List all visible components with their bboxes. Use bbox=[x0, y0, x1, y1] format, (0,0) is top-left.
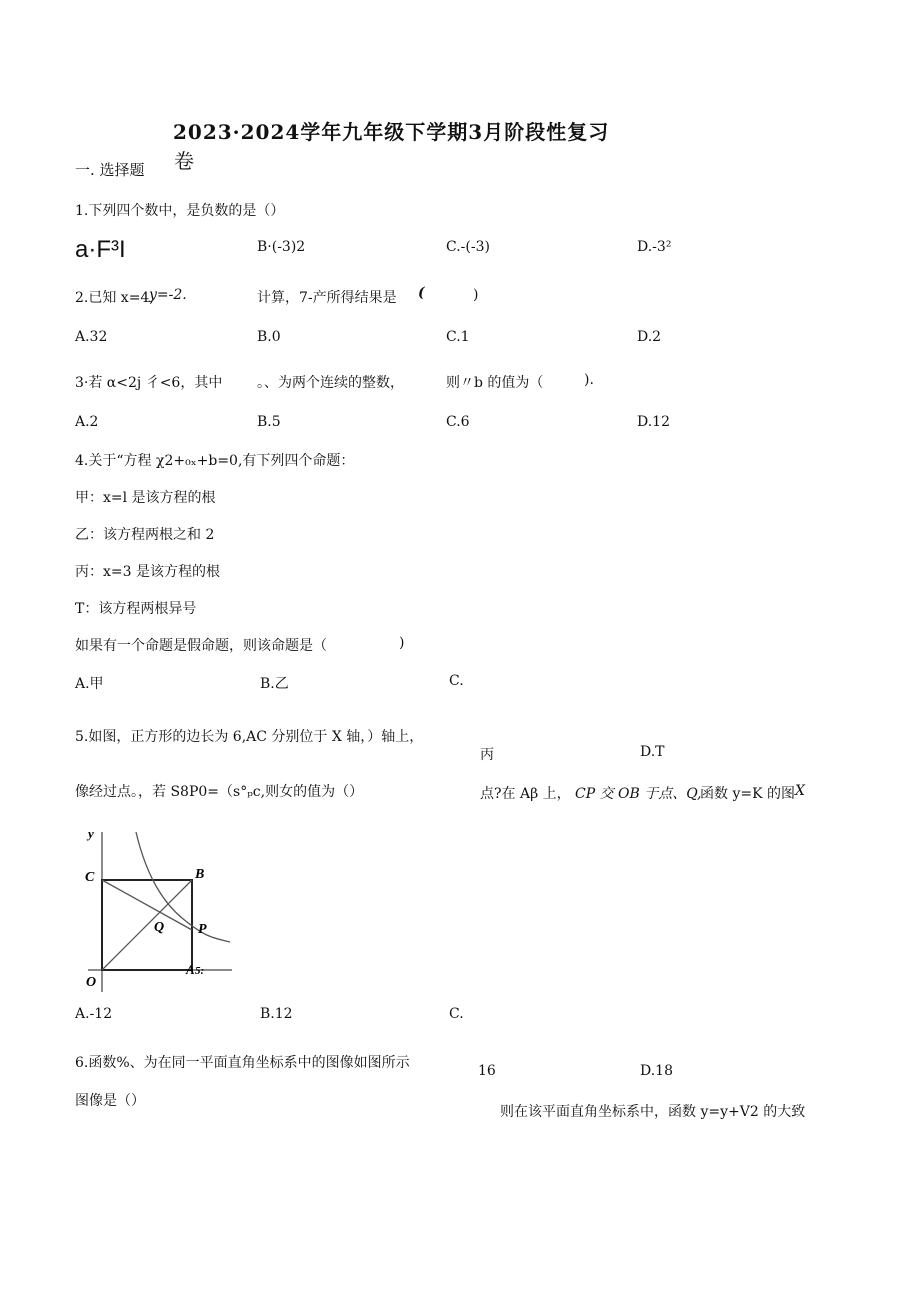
question-5-stem-line1: 5.如图，正方形的边长为 6,AC 分别位于 X 轴，）轴上， bbox=[75, 729, 424, 745]
label-b: B bbox=[195, 867, 205, 882]
label-y: y bbox=[88, 826, 94, 841]
line-cp bbox=[102, 880, 192, 930]
question-4-proposition-bing: 丙：x=3 是该方程的根 bbox=[75, 564, 220, 580]
question-4-stem: 4.关于“方程 χ2+₀ₓ+b=0,有下列四个命题： bbox=[75, 453, 355, 469]
question-5-stem-line2-left: 像经过点。，若 S8P0=（s°ₚc,则女的值为（） bbox=[75, 784, 364, 800]
question-4-proposition-yi: 乙：该方程两根之和 2 bbox=[75, 527, 215, 543]
page-title: 2023·2024学年九年级下学期3月阶段性复习 bbox=[173, 120, 610, 144]
question-5-stem-line2-right-d: X bbox=[795, 783, 805, 799]
question-1-option-a: a·F³I bbox=[75, 236, 126, 263]
question-3-option-a: A.2 bbox=[75, 414, 99, 430]
question-6-stem-line3: 图像是（） bbox=[75, 1093, 145, 1109]
question-3-option-c: C.6 bbox=[446, 414, 470, 430]
question-4-option-d: D.T bbox=[640, 744, 665, 760]
label-q: Q bbox=[154, 920, 165, 935]
question-3-option-d: D.12 bbox=[637, 414, 670, 430]
question-6-stem-line2: 则在该平面直角坐标系中，函数 y=y+V2 的大致 bbox=[500, 1104, 806, 1120]
question-5-option-c-continued: 16 bbox=[478, 1063, 496, 1079]
question-1-option-c: C.-(-3) bbox=[446, 239, 490, 255]
question-4-option-a: A.甲 bbox=[75, 676, 104, 692]
question-4-ask: 如果有一个命题是假命题，则该命题是（ bbox=[75, 638, 327, 654]
question-4-option-b: B.乙 bbox=[260, 676, 289, 692]
label-p: P bbox=[198, 922, 207, 937]
question-4-option-c-continued: 丙 bbox=[480, 747, 494, 763]
page-title-continued: 卷 bbox=[174, 149, 194, 173]
question-2-option-b: B.0 bbox=[257, 329, 281, 345]
question-5-option-a: A.-12 bbox=[75, 1006, 113, 1022]
question-2-stem-part2: y=-2. bbox=[149, 287, 187, 303]
question-3-stem-part3: 则〃b 的值为（ bbox=[446, 375, 544, 391]
question-1-option-d: D.-3² bbox=[637, 239, 672, 255]
question-1-stem: 1.下列四个数中，是负数的是（） bbox=[75, 203, 285, 219]
question-5-stem-line2-right-b: CP 交 OB 于点、Q, bbox=[575, 786, 702, 802]
question-5-figure bbox=[78, 826, 238, 996]
question-2-paren-close: ) bbox=[473, 287, 479, 303]
question-4-option-c: C. bbox=[449, 673, 464, 689]
label-o: O bbox=[86, 975, 97, 990]
question-5-stem-line2-right-c: 函数 y=K 的图 bbox=[700, 786, 795, 802]
question-2-stem-part3: 计算，7-产所得结果是 bbox=[257, 290, 397, 306]
question-2-option-c: C.1 bbox=[446, 329, 470, 345]
question-5-option-c: C. bbox=[449, 1006, 464, 1022]
label-a: A bbox=[186, 962, 195, 977]
question-3-stem-part1: 3·若 α<2j 彳<6，其中 bbox=[75, 375, 223, 391]
question-2-option-a: A.32 bbox=[75, 329, 108, 345]
question-4-proposition-ding: T：该方程两根异号 bbox=[75, 601, 197, 617]
label-x-mark: 5: bbox=[195, 965, 205, 977]
question-6-stem-line1: 6.函数%、为在同一平面直角坐标系中的图像如图所示 bbox=[75, 1055, 410, 1071]
label-c: C bbox=[85, 870, 95, 885]
question-3-option-b: B.5 bbox=[257, 414, 281, 430]
question-1-option-b: B·(-3)2 bbox=[257, 239, 306, 255]
question-5-option-d: D.18 bbox=[640, 1063, 673, 1079]
question-2-paren-open: ( bbox=[418, 285, 425, 301]
question-5-stem-line2-right-a: 点?在 Aβ 上， bbox=[480, 786, 571, 802]
question-5-option-b: B.12 bbox=[260, 1006, 293, 1022]
question-2-option-d: D.2 bbox=[637, 329, 662, 345]
question-3-stem-part4: ). bbox=[584, 372, 594, 388]
question-3-stem-part2: 。、为两个连续的整数， bbox=[257, 375, 404, 391]
question-2-stem-part1: 2.已知 x=4, bbox=[75, 290, 154, 306]
section-heading: 一. 选择题 bbox=[75, 161, 145, 179]
question-4-ask-close: ) bbox=[399, 635, 405, 651]
question-4-proposition-jia: 甲：x=l 是该方程的根 bbox=[75, 490, 216, 506]
diagonal-ob bbox=[102, 880, 192, 970]
